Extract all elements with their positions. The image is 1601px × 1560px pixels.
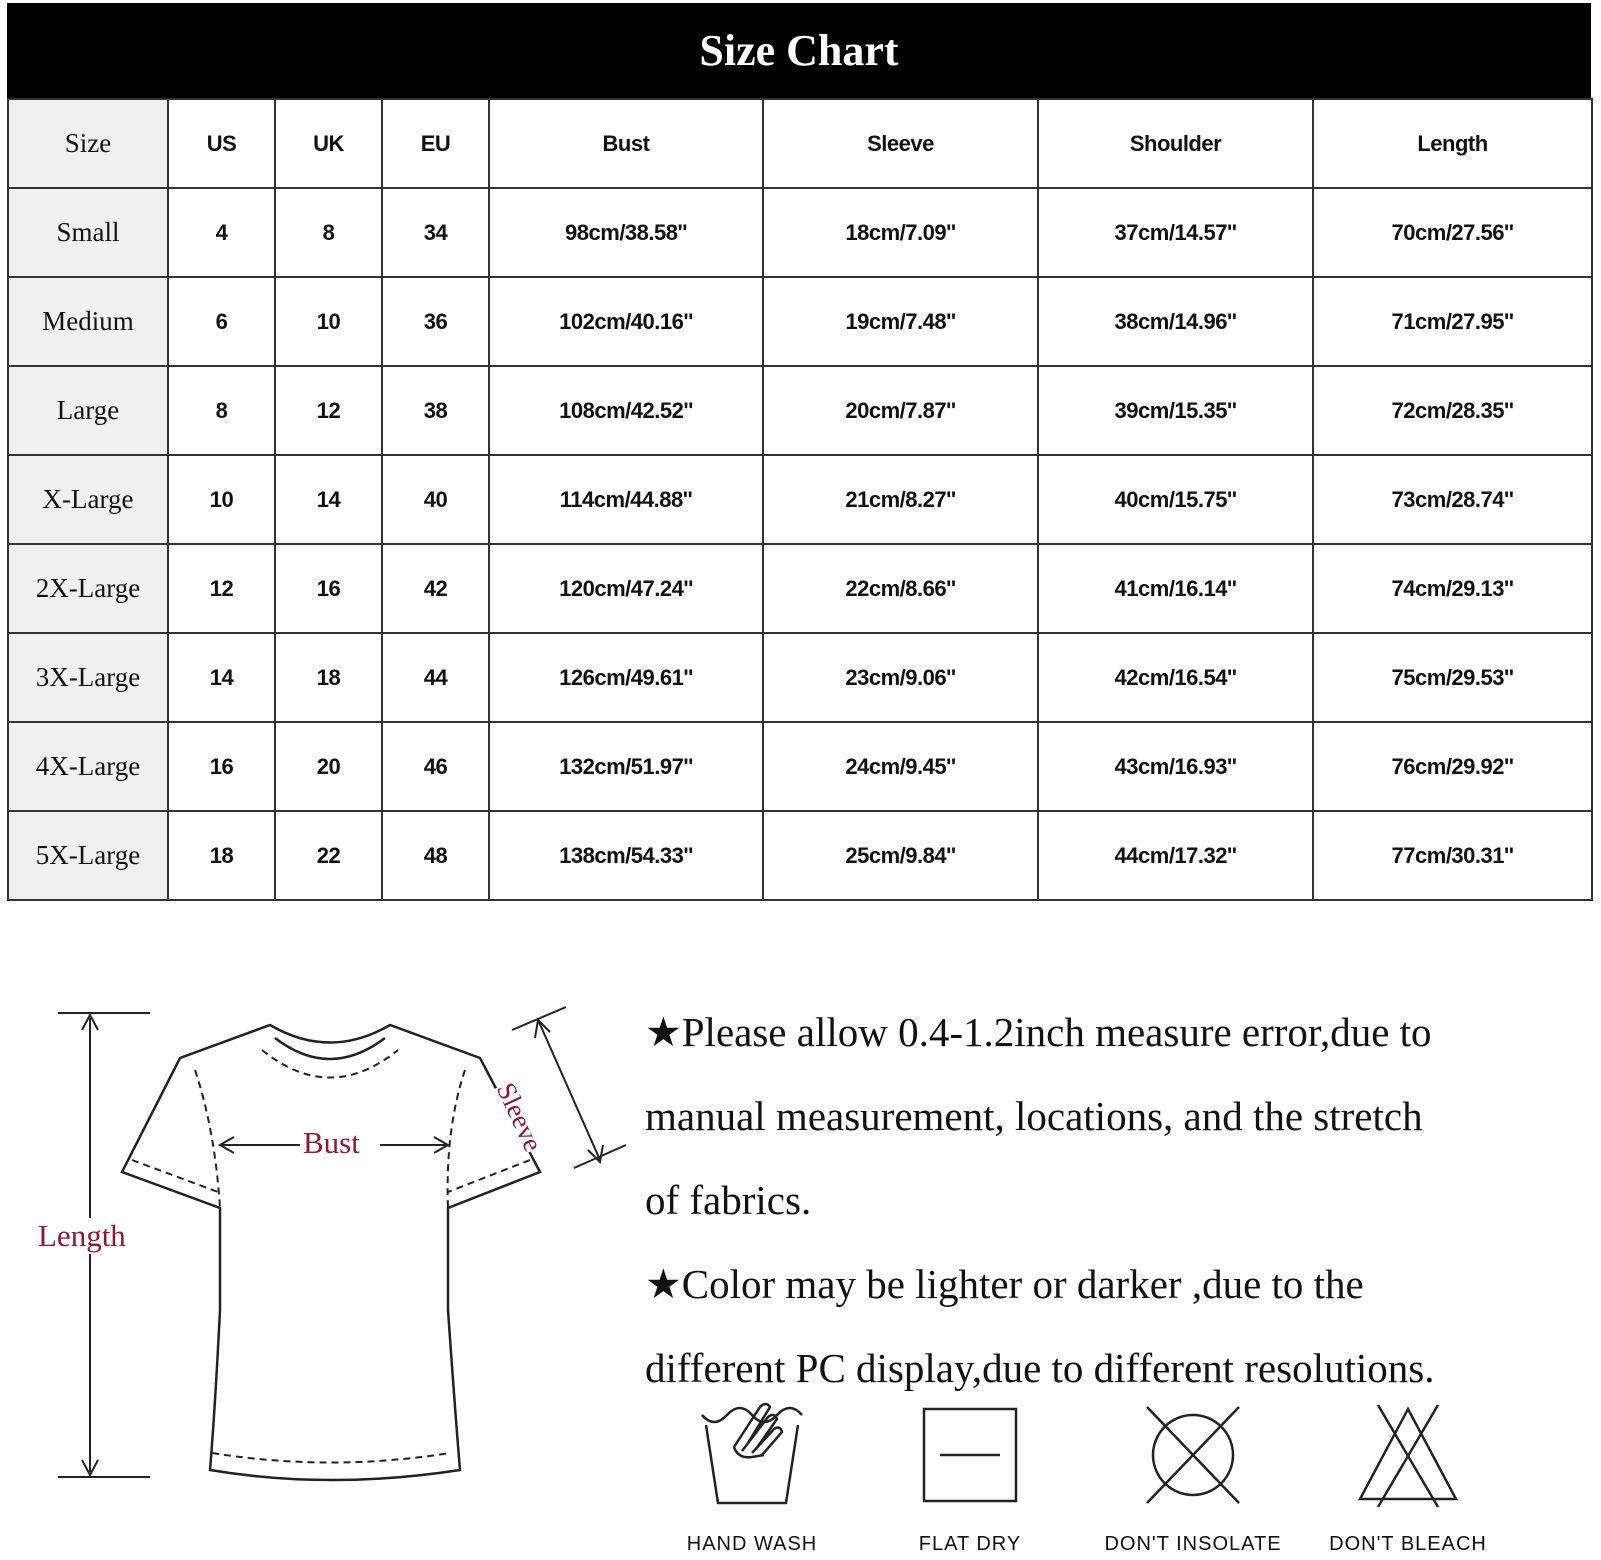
note-line: different PC display,due to different resolutions.: [645, 1345, 1435, 1391]
table-cell: 38: [382, 366, 489, 455]
table-cell: 34: [382, 188, 489, 277]
table-cell: 24cm/9.45'': [763, 722, 1038, 811]
table-cell: Large: [8, 366, 168, 455]
table-cell: 42: [382, 544, 489, 633]
table-row: [8, 811, 1592, 900]
table-cell: 102cm/40.16'': [489, 277, 763, 366]
table-cell: 20: [275, 722, 382, 811]
table-row: [8, 366, 1592, 455]
table-row: [8, 277, 1592, 366]
table-cell: 14: [275, 455, 382, 544]
size-table: [7, 98, 1593, 901]
table-cell: 132cm/51.97'': [489, 722, 763, 811]
column-header: UK: [275, 99, 382, 188]
table-cell: 98cm/38.58'': [489, 188, 763, 277]
table-cell: 4X-Large: [8, 722, 168, 811]
column-header: Sleeve: [763, 99, 1038, 188]
column-header: Bust: [489, 99, 763, 188]
table-cell: 14: [168, 633, 275, 722]
table-cell: 22: [275, 811, 382, 900]
care-dont-bleach: [1308, 1395, 1508, 1560]
bust-label: Bust: [303, 1125, 360, 1160]
table-cell: 77cm/30.31'': [1313, 811, 1592, 900]
table-cell: 10: [168, 455, 275, 544]
table-cell: 8: [168, 366, 275, 455]
care-label: DON'T BLEACH: [1329, 1533, 1487, 1555]
table-cell: 40: [382, 455, 489, 544]
table-cell: 40cm/15.75'': [1038, 455, 1313, 544]
table-cell: 41cm/16.14'': [1038, 544, 1313, 633]
table-row: [8, 544, 1592, 633]
table-cell: Small: [8, 188, 168, 277]
column-header: Shoulder: [1038, 99, 1313, 188]
table-cell: 18: [275, 633, 382, 722]
flat-dry-icon: [870, 1395, 1070, 1525]
table-cell: 114cm/44.88'': [489, 455, 763, 544]
table-row: [8, 722, 1592, 811]
table-cell: 18cm/7.09'': [763, 188, 1038, 277]
do-not-bleach-icon: [1308, 1395, 1508, 1525]
table-cell: 22cm/8.66'': [763, 544, 1038, 633]
do-not-tumble-dry-icon: [1093, 1395, 1293, 1525]
table-cell: 75cm/29.53'': [1313, 633, 1592, 722]
table-cell: 12: [168, 544, 275, 633]
tshirt-outline-icon: [0, 990, 640, 1530]
table-cell: 6: [168, 277, 275, 366]
table-cell: 74cm/29.13'': [1313, 544, 1592, 633]
table-cell: 23cm/9.06'': [763, 633, 1038, 722]
care-label: FLAT DRY: [918, 1533, 1022, 1555]
table-cell: 42cm/16.54'': [1038, 633, 1313, 722]
column-header: US: [168, 99, 275, 188]
table-cell: 108cm/42.52'': [489, 366, 763, 455]
table-cell: 39cm/15.35'': [1038, 366, 1313, 455]
table-cell: 5X-Large: [8, 811, 168, 900]
care-label: HAND WASH: [686, 1533, 818, 1555]
care-label: DON'T INSOLATE: [1104, 1533, 1282, 1555]
table-cell: 38cm/14.96'': [1038, 277, 1313, 366]
hand-wash-icon: [652, 1395, 852, 1525]
table-cell: 76cm/29.92'': [1313, 722, 1592, 811]
table-cell: 126cm/49.61'': [489, 633, 763, 722]
table-header-row: [8, 99, 1592, 188]
care-hand-wash: [652, 1395, 852, 1560]
sleeve-label: Sleeve: [490, 1078, 549, 1156]
size-chart-title: Size Chart: [7, 3, 1591, 98]
length-label: Length: [38, 1218, 126, 1253]
table-cell: 16: [275, 544, 382, 633]
table-cell: 72cm/28.35'': [1313, 366, 1592, 455]
table-cell: X-Large: [8, 455, 168, 544]
care-flat-dry: [870, 1395, 1070, 1560]
table-cell: 21cm/8.27'': [763, 455, 1038, 544]
table-cell: 16: [168, 722, 275, 811]
note-line: manual measurement, locations, and the stretch: [645, 1093, 1423, 1139]
table-cell: 25cm/9.84'': [763, 811, 1038, 900]
table-cell: 46: [382, 722, 489, 811]
table-cell: 2X-Large: [8, 544, 168, 633]
tshirt-measurement-diagram: [0, 990, 640, 1530]
table-cell: 70cm/27.56'': [1313, 188, 1592, 277]
table-cell: 73cm/28.74'': [1313, 455, 1592, 544]
table-cell: 44: [382, 633, 489, 722]
table-cell: 18: [168, 811, 275, 900]
table-cell: 4: [168, 188, 275, 277]
table-cell: 138cm/54.33'': [489, 811, 763, 900]
column-header: EU: [382, 99, 489, 188]
notes: [645, 990, 1595, 1410]
table-cell: 44cm/17.32'': [1038, 811, 1313, 900]
table-cell: 12: [275, 366, 382, 455]
note-line: ★Color may be lighter or darker ,due to the: [645, 1261, 1364, 1307]
table-row: [8, 455, 1592, 544]
table-row: [8, 188, 1592, 277]
table-cell: 8: [275, 188, 382, 277]
table-cell: 37cm/14.57'': [1038, 188, 1313, 277]
table-cell: 20cm/7.87'': [763, 366, 1038, 455]
table-row: [8, 633, 1592, 722]
table-cell: 10: [275, 277, 382, 366]
table-cell: 36: [382, 277, 489, 366]
column-header: Length: [1313, 99, 1592, 188]
care-dont-insolate: [1093, 1395, 1293, 1560]
note-line: ★Please allow 0.4-1.2inch measure error,due to: [645, 1009, 1432, 1055]
note-line: of fabrics.: [645, 1177, 812, 1223]
table-cell: 48: [382, 811, 489, 900]
column-header: Size: [8, 99, 168, 188]
table-cell: 3X-Large: [8, 633, 168, 722]
table-cell: Medium: [8, 277, 168, 366]
table-cell: 71cm/27.95'': [1313, 277, 1592, 366]
table-cell: 120cm/47.24'': [489, 544, 763, 633]
table-cell: 19cm/7.48'': [763, 277, 1038, 366]
table-cell: 43cm/16.93'': [1038, 722, 1313, 811]
